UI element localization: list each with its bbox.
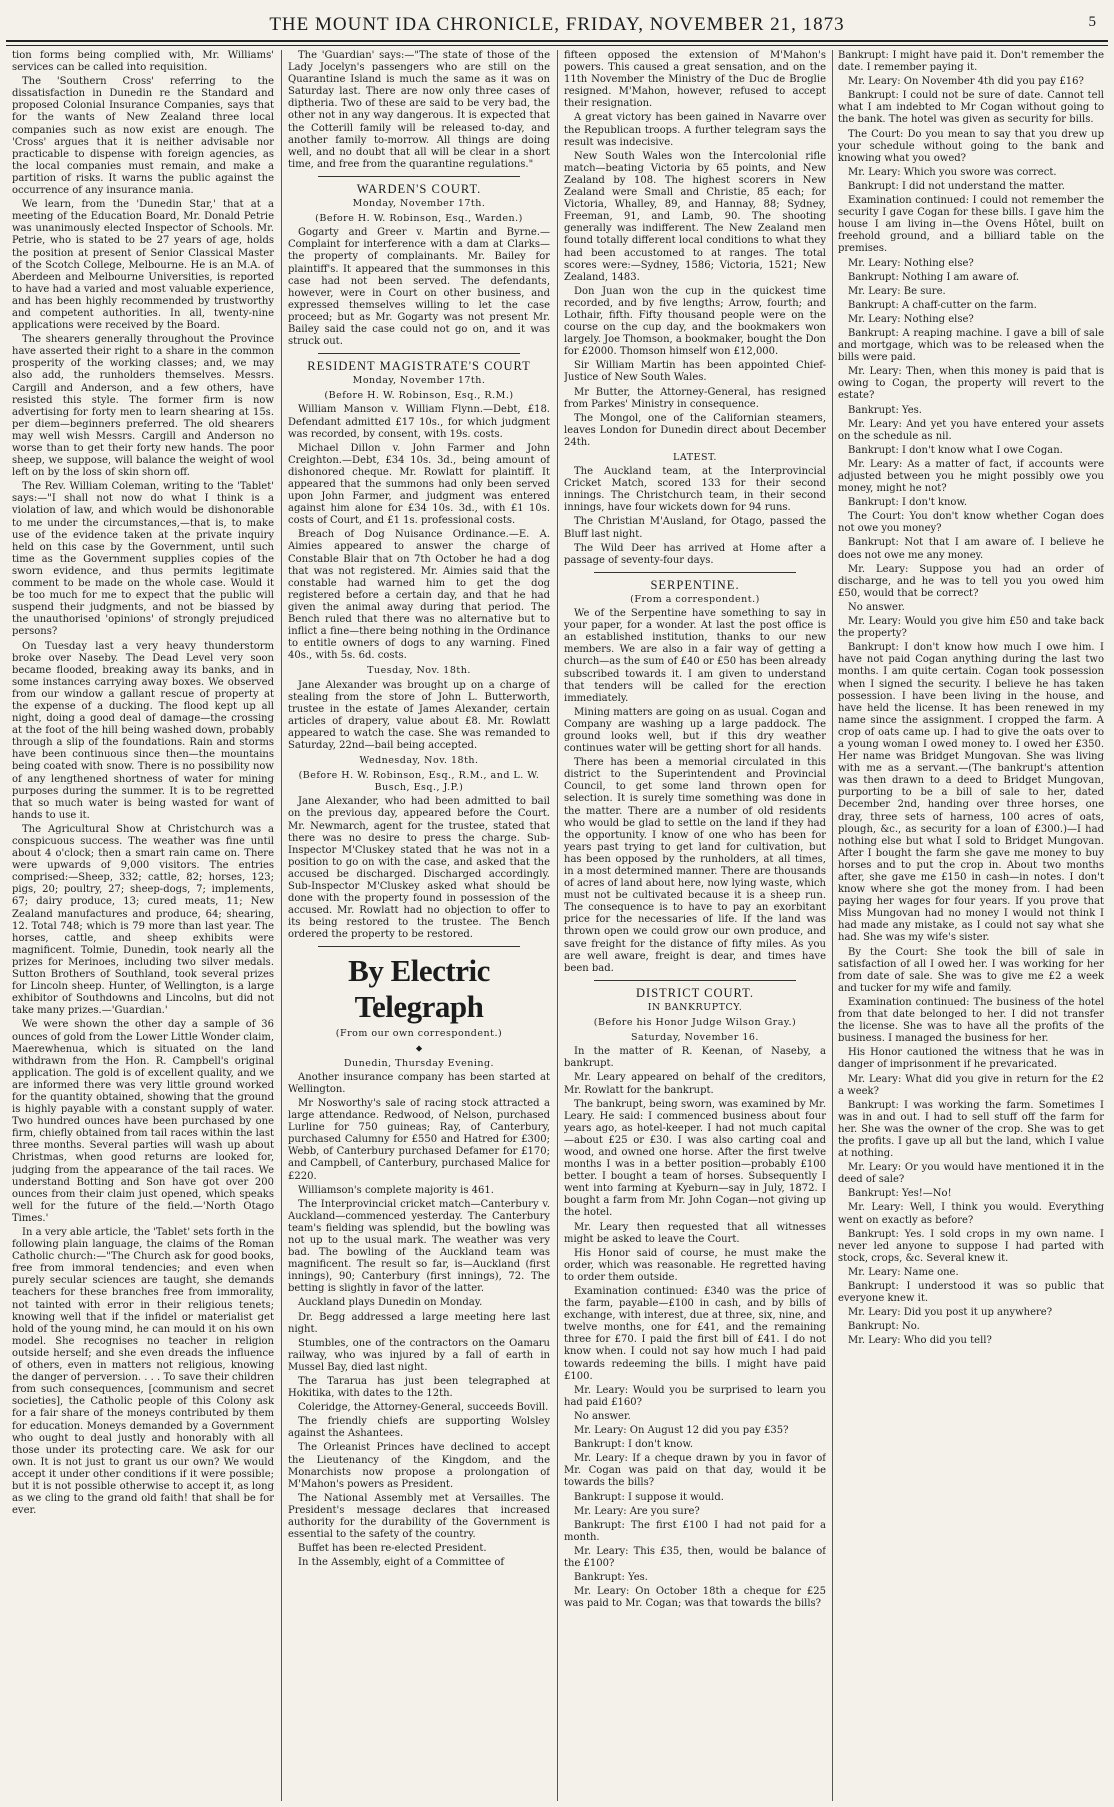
- paragraph: Examination continued: The business of the hotel from that date belonged to her. I did not transfer the license. She was to have all the profits of the business. I managed the business for her.: [838, 996, 1104, 1045]
- resident-magistrate-heading: RESIDENT MAGISTRATE'S COURT: [307, 359, 531, 374]
- electric-telegraph-heading: By Electric Telegraph: [348, 953, 490, 1025]
- wardens-court-heading: WARDEN'S COURT.: [356, 181, 482, 196]
- paragraph: Jane Alexander, who had been admitted to bail on the previous day, appeared before the Court. Mr. Newmarch, agent for the trustee, stated that there was no desire to press the charge. Sub-Inspector M'Cluskey stated that he was not in a position to go on with the case, and asked that the accused be discharged. Discharged accordingly. Sub-Inspector M'Cluskey asked what should be done with the property found in possession of the accused. Mr. Rowlatt had no objection to offer to its being restored to the trustee. The Bench ordered the property to be restored.: [288, 796, 550, 941]
- district-court-subheading: IN BANKRUPTCY.: [647, 1001, 743, 1013]
- column-4: [838, 50, 1104, 1807]
- resident-date: Monday, November 17th.: [352, 375, 486, 387]
- paragraph: Bankrupt: I was working the farm. Sometimes I was in and out. I had to sell stuff off the farm for her. She was the owner of the crop. She was to get the profits. I gave up all but the land, which I value at nothing.: [838, 1099, 1104, 1160]
- paragraph: Bankrupt: I did not understand the matter.: [848, 180, 1065, 192]
- paragraph: Bankrupt: Not that I am aware of. I believe he does not owe me any money.: [838, 537, 1104, 561]
- resident-date-3: Wednesday, Nov. 18th.: [359, 755, 479, 767]
- paragraph: Mr. Leary: And yet you have entered your assets on the schedule as nil.: [838, 418, 1104, 442]
- paragraph: Don Juan won the cup in the quickest time recorded, and by five lengths; Arrow, fourth; and Lothair, fifth. Fifty thousand people were on the course on the cup day, and the bookmakers won largely. Joe Thomson, a bookmaker, bought the Don for £2000. Thomson himself won £12,000.: [564, 285, 826, 358]
- column-divider: [832, 50, 833, 1801]
- paragraph: The Orleanist Princes have declined to accept the Lieutenancy of the Kingdom, and the Monarchists now propose a prolongation of M'Mahon's powers as President.: [288, 1442, 550, 1490]
- paragraph: Bankrupt: A reaping machine. I gave a bill of sale and mortgage, which was to be released when the bills were paid.: [838, 327, 1104, 364]
- paragraph: Bankrupt: The first £100 I had not paid for a month.: [564, 1519, 826, 1543]
- paragraph: The Auckland team, at the Interprovincial Cricket Match, scored 133 for their second innings. The Christchurch team, in their second innings, have four wickets down for 94 runs.: [564, 466, 826, 514]
- paragraph: Mining matters are going on as usual. Cogan and Company are washing up a large paddock. The ground looks well, but if this dry weather continues water will be getting short for all hands.: [564, 706, 826, 755]
- paragraph: No answer.: [574, 1410, 631, 1422]
- paragraph: fifteen opposed the extension of M'Mahon's powers. This caused a great sensation, and on the 11th November the Ministry of the Duc de Broglie resigned. M'Mahon, however, refused to accept their resignation.: [564, 50, 826, 110]
- column-3: [564, 50, 826, 1807]
- paragraph: The friendly chiefs are supporting Wolsley against the Ashantees.: [288, 1416, 550, 1440]
- paragraph: tion forms being complied with, Mr. Williams' services can be called into requisition.: [12, 50, 274, 74]
- paragraph: Bankrupt: Yes.: [848, 404, 922, 416]
- paragraph: The Court: Do you mean to say that you drew up your schedule without going to the bank and knowing what you owed?: [838, 128, 1104, 164]
- paragraph: Bankrupt: I might have paid it. Don't remember the date. I remember paying it.: [838, 50, 1104, 74]
- paragraph: Mr. Leary: Would you be surprised to learn you had paid £160?: [564, 1384, 826, 1408]
- paragraph: Mr. Leary: Nothing else?: [848, 257, 974, 269]
- paragraph: Coleridge, the Attorney-General, succeeds Bovill.: [298, 1402, 549, 1414]
- paragraph: Dr. Begg addressed a large meeting here last night.: [288, 1311, 550, 1335]
- resident-before: (Before H. W. Robinson, Esq., R.M.): [324, 390, 514, 402]
- section-rule: [318, 176, 520, 177]
- paragraph: Bankrupt: I don't know how much I owe him. I have not paid Cogan anything during the last two months. I am quite certain. Cogan took possession when I signed the security. I believe he has taken possession. I have been living in the house, and have held the license. It has been renewed in my name since the assignment. I cropped the farm. A crop of oats came up. I had to give the oats over to a young woman I owed money to. I owed her £350. Her name was Bridget Mungovan. She was living with me as a servant.—(The bankrupt's attention was then drawn to a deed to Bridget Mungovan, purporting to be a bill of sale to her, dated December 2nd, handing over three horses, one dray, three sets of harness, 100 acres of oats, plough, &c., as security for a loan of £300.)—I had nothing else but what I sold to Bridget Mungovan. After I bought the farm she gave me money to buy horses and to put the crop in. About two months after, she gave me £150 in cash—in notes. I don't know where she got the money from. I had been paying her wages for four years. If you prove that Miss Mungovan had no money I would not think I had made any mistake, as I could not say what she had. She was my wife's sister.: [838, 642, 1104, 944]
- paragraph: A great victory has been gained in Navarre over the Republican troops. A further telegram says the result was indecisive.: [564, 112, 826, 148]
- paragraph: Mr. Leary: Then, when this money is paid that is owing to Cogan, the property will revert to the estate?: [838, 366, 1104, 402]
- page-number: 5: [1088, 14, 1096, 30]
- latest-label: LATEST.: [673, 452, 717, 463]
- paragraph: We learn, from the 'Dunedin Star,' that at a meeting of the Education Board, Mr. Donald Petrie was unanimously elected Inspector of Schools. Mr. Petrie, who is stated to be 27 years of age, holds the position at present of Senior Classical Master of the Scotch College, Melbourne. He is an M.A. of Aberdeen and Melbourne Universities, is reported to have had a varied and most valuable experience, and has been highly recommended by trustworthy and competent authorities. In all, twenty-nine applications were received by the Board.: [12, 199, 274, 332]
- column-2: [288, 50, 550, 1807]
- paragraph: Mr. Leary appeared on behalf of the creditors, Mr. Rowlatt for the bankrupt.: [564, 1072, 826, 1096]
- paragraph: Mr. Leary: If a cheque drawn by you in favor of Mr. Cogan was paid on that day, would it be towards the bills?: [564, 1453, 826, 1489]
- paragraph: The shearers generally throughout the Province have asserted their right to a share in the common prosperity of the working classes; and, we may also add, the runholders themselves. Messrs. Cargill and Anderson, and a few others, have resisted this style. The former firm is now advertising for forty men to learn shearing at 15s. per diem—beginners preferred. The old shearers may well wish Messrs. Cargill and Anderson no worse than to get their forty new hands. The poor sheep, we suppose, will balance the weight of wool left on by the loss of skin shorn off.: [12, 334, 274, 479]
- wardens-court-before: (Before H. W. Robinson, Esq., Warden.): [315, 213, 523, 225]
- paragraph: Bankrupt: Yes!—No!: [848, 1188, 952, 1200]
- masthead-rule: [6, 40, 1108, 46]
- wardens-court-date: Monday, November 17th.: [352, 198, 486, 210]
- paragraph: Mr Nosworthy's sale of racing stock attracted a large attendance. Redwood, of Nelson, purchased Lurline for 750 guineas; Ray, of Canterbury, purchased Calumny for £550 and Hatred for £300; Webb, of Canterbury purchased Defamer for £170; and Campbell, of Canterbury, purchased Malice for £220.: [288, 1097, 550, 1182]
- paragraph: In a very able article, the 'Tablet' sets forth in the following plain language, the claims of the Roman Catholic church:—"The Church ask for good books, free from immoral tendencies; and even when purely secular sciences are taught, she demands teachers for these branches free from immorality, not tainted with error in their religious tenets; knowing well that if the infidel or materialist get hold of the young mind, he can mould it on his own model. She recognises no teacher in religion outside herself; and she even dreads the influence of others, even in matters not religious, knowing the danger of perversion. . . . To save their children from such consequences, [communism and secret societies], the Catholic people of this Colony ask for a fair share of the moneys contributed by them for education. Moneys demanded by a Government who ought to deal justly and honorably with all those under its protecting care. We ask for our own. It is not just to grant us our own? We would accept it under other conditions if it were possible; but it is not possible otherwise to accept it, as long as we cling to the grand old faith! that shall be for ever.: [12, 1227, 274, 1517]
- paragraph: Sir William Martin has been appointed Chief-Justice of New South Wales.: [564, 360, 826, 384]
- paragraph: Bankrupt: A chaff-cutter on the farm.: [848, 299, 1037, 311]
- paragraph: The Tararua has just been telegraphed at Hokitika, with dates to the 12th.: [288, 1376, 550, 1400]
- paragraph: The bankrupt, being sworn, was examined by Mr. Leary. He said: I commenced business about four years ago, as hotel-keeper. I had not much capital—about £25 or £30. I was also carting coal and wood, and owned one horse. After the first twelve months I was in a better position—probably £100 better. I bought a team of horses. Subsequently I went into farming at Kyeburn—say in July, 1872. I bought a farm from Mr. John Cogan—not giving up the hotel.: [564, 1098, 826, 1219]
- paragraph: Auckland plays Dunedin on Monday.: [298, 1297, 483, 1309]
- paragraph: Bankrupt: I understood it was so public that everyone knew it.: [838, 1281, 1104, 1305]
- paragraph: Michael Dillon v. John Farmer and John Creighton.—Debt, £34 10s. 3d., being amount of dishonored cheque. Mr. Rowlatt for plaintiff. It appeared that the summons had only been served upon John Farmer, and judgment was entered against him alone for £34 10s. 3d., with £1 10s. costs of Court, and £1 1s. professional costs.: [288, 442, 550, 527]
- paragraph: The National Assembly met at Versailles. The President's message declares that increased authority for the durability of the Government is essential to the safety of the country.: [288, 1492, 550, 1541]
- paragraph: Mr Butter, the Attorney-General, has resigned from Parkes' Ministry in consequence.: [564, 386, 826, 410]
- paragraph: Mr. Leary: As a matter of fact, if accounts were adjusted between you he might possibly owe you money, might he not?: [838, 458, 1104, 495]
- telegraph-subheading: (From our own correspondent.): [335, 1028, 503, 1040]
- paragraph: Mr. Leary: Nothing else?: [848, 313, 974, 325]
- paragraph: Bankrupt: I don't know.: [848, 497, 968, 509]
- paragraph: The Court: You don't know whether Cogan does not owe you money?: [838, 511, 1104, 535]
- paragraph: Mr. Leary: Who did you tell?: [848, 1335, 992, 1347]
- ornament-icon: ⬥: [415, 1043, 423, 1054]
- paragraph: The Rev. William Coleman, writing to the 'Tablet' says:—"I shall not now do what I think is a violation of law, and which would be dishonorable to me under the circumstances,—that is, to make use of the evidence taken at the private inquiry held on this case by the Government, until such time as the Government supplies copies of the sworn evidence, and thus permits legitimate comment to be made on the whole case. Would it be too much for me to expect that the public will suspend their judgments, and not be biassed by the unauthorised 'opinions' of strongly prejudiced persons?: [12, 481, 274, 638]
- paragraph: Examination continued: £340 was the price of the farm, payable—£100 in cash, and by bills of exchange, with interest, due at three, six, nine, and twelve months, one for £41, and the remaining three for £70. I paid the first bill of £41. I do not know when. I could not say how much I had paid towards redeeming the bills. I might have paid £100.: [564, 1286, 826, 1382]
- masthead: [0, 0, 1114, 44]
- paragraph: By the Court: She took the bill of sale in satisfaction of all I owed her. I was working for her from date of sale. She was to give me £2 a week and tucker for my wife and family.: [838, 946, 1104, 994]
- paragraph: Mr. Leary: Well, I think you would. Everything went on exactly as before?: [838, 1202, 1104, 1226]
- paragraph: Bankrupt: No.: [848, 1321, 920, 1333]
- paragraph: Mr. Leary: Are you sure?: [574, 1505, 700, 1517]
- paragraph: Mr. Leary: This £35, then, would be balance of the £100?: [564, 1545, 826, 1569]
- district-court-heading: DISTRICT COURT.: [636, 985, 754, 1000]
- paragraph: Bankrupt: I suppose it would.: [574, 1491, 724, 1503]
- district-court-before: (Before his Honor Judge Wilson Gray.): [593, 1017, 797, 1029]
- paragraph: Mr. Leary: On October 18th a cheque for £25 was paid to Mr. Cogan; was that towards the bills?: [564, 1586, 826, 1610]
- paragraph: Bankrupt: Yes. I sold crops in my own name. I never led anyone to suppose I had parted with stock, crops, &c. Several knew it.: [838, 1228, 1104, 1264]
- paragraph: New South Wales won the Intercolonial rifle match—beating Victoria by 65 points, and New Zealand by 108. The highest scorers in New Zealand were Small and Christie, 85 each; for Victoria, Whalley, 89, and Hannay, 88; Sydney, Freeman, 91, and Lamb, 90. The shooting generally was indifferent. The New Zealand men found totally different local conditions to what they had been accustomed to at ranges. The total scores were:—Sydney, 1586; Victoria, 1521; New Zealand, 1483.: [564, 150, 826, 283]
- paragraph: In the Assembly, eight of a Committee of: [298, 1557, 505, 1569]
- paragraph: We of the Serpentine have something to say in your paper, for a wonder. At last the post office is an established institution, thanks to our new members. We are also in a fair way of getting a church—as the sum of £40 or £50 has been already subscribed towards it. I am given to understand that tenders will be called for the erection immediately.: [564, 608, 826, 704]
- paragraph: Stumbles, one of the contractors on the Oamaru railway, who was injured by a fall of earth in Mussel Bay, died last night.: [288, 1337, 550, 1373]
- section-rule: [318, 946, 520, 947]
- paragraph: No answer.: [848, 601, 905, 613]
- paragraph: Bankrupt: I could not be sure of date. Cannot tell what I am indebted to Mr Cogan without going to the bank. The hotel was given as security for bills.: [838, 90, 1104, 126]
- paragraph: Examination continued: I could not remember the security I gave Cogan for these bills. I gave him the house I am living in—the Ovens Hôtel, built on freehold ground, and a billiard table on the premises.: [838, 195, 1104, 255]
- newspaper-title: THE MOUNT IDA CHRONICLE, FRIDAY, NOVEMBER 21, 1873: [269, 14, 845, 35]
- paragraph: Mr. Leary: Suppose you had an order of discharge, and he was to tell you you owed him £50, would that be correct?: [838, 563, 1104, 599]
- paragraph: His Honor said of course, he must make the order, which was reasonable. He regretted having to order them outside.: [564, 1247, 826, 1283]
- paragraph: Mr. Leary: Name one.: [848, 1266, 959, 1278]
- paragraph: The Wild Deer has arrived at Home after a passage of seventy-four days.: [564, 542, 826, 566]
- paragraph: Gogarty and Greer v. Martin and Byrne.—Complaint for interference with a dam at Clarks—the property of complainants. Mr. Bailey for plaintiff's. It appeared that the summonses in this case had not been served. The defendants, however, were in Court on other business, and expressed themselves willing to let the case proceed; but as Mr. Gogarty was not present Mr. Bailey said the case could not go on, and it was struck out.: [288, 227, 550, 348]
- paragraph: Mr. Leary: Did you post it up anywhere?: [848, 1307, 1053, 1319]
- paragraph: Mr. Leary then requested that all witnesses might be asked to leave the Court.: [564, 1221, 826, 1245]
- paragraph: The 'Southern Cross' referring to the dissatisfaction in Dunedin re the Standard and proposed Colonial Insurance Companies, says that for the wants of New Zealand three local companies such as now exist are enough. The 'Cross' argues that it is neither advisable nor practicable to dispense with foreign agencies, as the local companies must remain, and make a partition of risks. It warns the public against the occurrence of any insurance mania.: [12, 76, 274, 197]
- paragraph: Bankrupt: I don't know what I owe Cogan.: [848, 444, 1063, 456]
- paragraph: The Mongol, one of the Californian steamers, leaves London for Dunedin direct about December 24th.: [564, 412, 826, 448]
- paragraph: In the matter of R. Keenan, of Naseby, a bankrupt.: [564, 1046, 826, 1070]
- section-rule: [594, 980, 796, 981]
- section-rule: [318, 353, 520, 354]
- resident-date-2: Tuesday, Nov. 18th.: [367, 665, 471, 677]
- paragraph: We were shown the other day a sample of 36 ounces of gold from the Lower Little Wonder claim, Maerewhenua, which is situated on the land withdrawn from the Hon. R. Campbell's original application. The gold is of excellent quality, and we are informed there was very little ground worked for the quantity obtained, showing that the ground is highly payable with a constant supply of water. Two hundred ounces have been purchased by one firm, chiefly obtained from tail races within the last three months. Several parties will wash up about Christmas, when good returns are looked for, judging from the appearance of the tail races. We understand Botting and Son have got over 200 ounces from their claim just opened, which speaks well for the future of the field.—'North Otago Times.': [12, 1019, 274, 1224]
- serpentine-heading: SERPENTINE.: [650, 577, 740, 592]
- resident-before-3: (Before H. W. Robinson, Esq., R.M., and L. W. Busch, Esq., J.P.): [298, 770, 540, 794]
- paragraph: On Tuesday last a very heavy thunderstorm broke over Naseby. The Dead Level very soon became flooded, breaking away its banks, and in some instances carrying away boxes. We observed from our window a gallant rescue of property at the expense of a ducking. The flood kept up all night, doing a good deal of damage—the crossing at the foot of the hill being washed down, probably through a slip of the foundations. Rain and storms have been continuous since then—the mountains being coated with snow. There is no possibility now of any lengthened shortness of water for mining purposes during the summer. It is to be regretted that so much water is being wasted for want of hands to use it.: [12, 640, 274, 821]
- paragraph: Bankrupt: Yes.: [574, 1572, 648, 1584]
- paragraph: William Manson v. William Flynn.—Debt, £18. Defendant admitted £17 10s., for which judgment was recorded, by consent, with 19s. costs.: [288, 404, 550, 440]
- paragraph: Mr. Leary: Or you would have mentioned it in the deed of sale?: [838, 1162, 1104, 1186]
- paragraph: Mr. Leary: On November 4th did you pay £16?: [848, 76, 1084, 88]
- paragraph: Bankrupt: Nothing I am aware of.: [848, 271, 1020, 283]
- paragraph: Buffet has been re-elected President.: [298, 1543, 487, 1555]
- paragraph: Mr. Leary: Be sure.: [848, 285, 946, 297]
- column-divider: [557, 50, 558, 1801]
- column-1: [12, 50, 274, 1807]
- paragraph: Jane Alexander was brought up on a charge of stealing from the store of John L. Butterworth, trustee in the estate of James Alexander, certain articles of drapery, value about £8. Mr. Rowlatt appeared to watch the case. She was remanded to Saturday, 22nd—bail being accepted.: [288, 679, 550, 751]
- telegraph-dateline: Dunedin, Thursday Evening.: [343, 1057, 495, 1069]
- paragraph: Mr. Leary: Which you swore was correct.: [848, 166, 1057, 178]
- paragraph: Mr. Leary: What did you give in return for the £2 a week?: [838, 1073, 1104, 1097]
- serpentine-subheading: (From a correspondent.): [630, 593, 760, 605]
- paragraph: There has been a memorial circulated in this district to the Superintendent and Provincial Council, to get some land thrown open for selection. It is surely time something was done in the matter. There are a number of old residents who would be glad to settle on the land if they had the opportunity. I know of one who has been for years past trying to get land for cultivation, but has been opposed by the runholders, at all times, in a most determined manner. There are thousands of acres of land about here, now lying waste, which must not be cultivated because it is a sheep run. The consequence is to have to pay an exorbitant price for the necessaries of life. If the land was thrown open we could grow our own produce, and save freight for the distance of fifty miles. As you are well aware, freight is dear, and times have been bad.: [564, 757, 826, 974]
- column-divider: [281, 50, 282, 1801]
- paragraph: The Interprovincial cricket match—Canterbury v. Auckland—commenced yesterday. The Canterbury team's fielding was splendid, but the bowling was not up to the usual mark. The weather was very bad. The bowling of the Auckland team was magnificent. The result so far, is—Auckland (first innings), 90; Canterbury (first innings), 72. The betting is slightly in favor of the latter.: [288, 1198, 550, 1295]
- paragraph: The Christian M'Ausland, for Otago, passed the Bluff last night.: [564, 516, 826, 540]
- paragraph: Another insurance company has been started at Wellington.: [288, 1071, 550, 1095]
- paragraph: Williamson's complete majority is 461.: [298, 1184, 494, 1196]
- section-rule: [594, 572, 796, 573]
- paragraph: Bankrupt: I don't know.: [574, 1439, 694, 1451]
- paragraph: The 'Guardian' says:—"The state of those of the Lady Jocelyn's passengers who are still on the Quarantine Island is much the same as it was on Saturday last. There are now only three cases of diptheria. Two of these are said to be very bad, the other not in any way dangerous. It is expected that the Cotterill family will be released to-day, and another family to-morrow. All things are doing well, and no doubt that all will be clear in a short time, and free from the quarantine regulations.": [288, 50, 550, 170]
- paragraph: Breach of Dog Nuisance Ordinance.—E. A. Aimies appeared to answer the charge of Constable Blair that on 7th October he had a dog that was not registered. Mr. Aimies said that the constable had warned him to get the dog registered before a certain day, and that he had given the animal away during that period. The Bench ruled that there was no alternative but to inflict a fine—there being nothing in the Ordinance to entitle owners of dogs to any warning. Fined 40s., with 5s. 6d. costs.: [288, 529, 550, 662]
- paragraph: His Honor cautioned the witness that he was in danger of imprisonment if he prevaricated.: [838, 1047, 1104, 1071]
- district-court-date: Saturday, November 16.: [631, 1032, 759, 1044]
- paragraph: The Agricultural Show at Christchurch was a conspicuous success. The weather was fine until about 4 o'clock; then a smart rain came on. There were upwards of 9,000 visitors. The entries comprised:—Sheep, 332; cattle, 82; horses, 123; pigs, 20; poultry, 27; sheep-dogs, 7; implements, 67; dairy produce, 13; cured meats, 11; New Zealand manufactures and produce, 64; shearing, 12. Total 748; which is 79 more than last year. The horses, cattle, and sheep exhibits were magnificent. Tolmie, Dunedin, took nearly all the prizes for Merinoes, including two silver medals. Sutton Brothers of Southland, took several prizes for Lincoln sheep. Hunter, of Wellington, is a large exhibitor of Southdowns and Lincolns, but did not take many prizes.—'Guardian.': [12, 823, 274, 1017]
- paragraph: Mr. Leary: Would you give him £50 and take back the property?: [838, 616, 1104, 640]
- paragraph: Mr. Leary: On August 12 did you pay £35?: [574, 1425, 789, 1437]
